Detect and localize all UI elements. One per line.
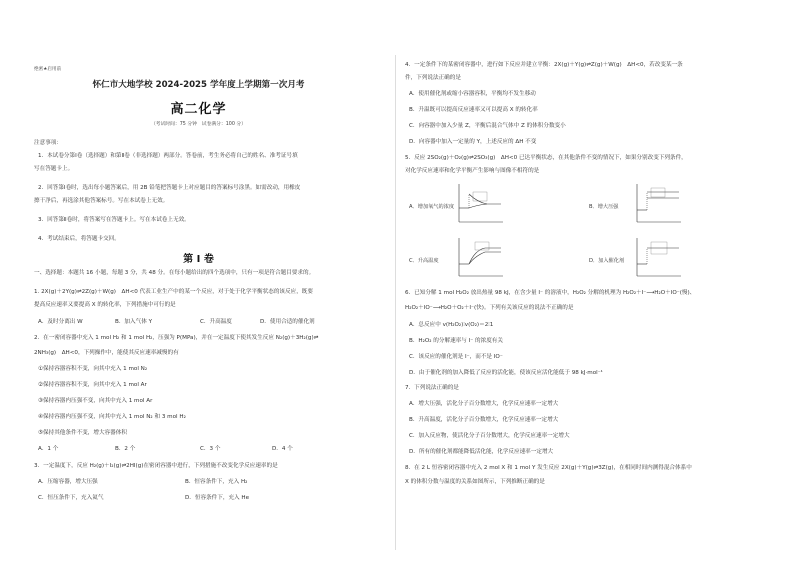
q2-item: ②保持容器容积不变，向其中充入 1 mol Ar (38, 382, 147, 388)
q6-option-d: D．由于催化剂的加入降低了反应的活化能，使该反应活化能低于 98 kJ·mol⁻¹ (409, 370, 603, 376)
graph-d (633, 236, 683, 280)
q6-stem: H₂O₂＋IO⁻⟶H₂O＋O₂＋I⁻(快)。下列有关该反应的说法不正确的是 (405, 305, 574, 311)
column-divider (395, 55, 396, 550)
q5-stem: 对化学反应速率和化学平衡产生影响与图像不相符的是 (405, 168, 540, 174)
school-title: 怀仁市大地学校 2024-2025 学年度上学期第一次月考 (92, 80, 305, 90)
q6-option-b: B．H₂O₂ 的分解速率与 I⁻ 的浓度有关 (409, 338, 503, 344)
note-line: 写在答题卡上。 (34, 166, 74, 172)
q6-option-a: A．总反应中 v(H₂O₂)∶v(O₂)＝2∶1 (409, 322, 494, 328)
q7-stem: 7．下列说法正确的是 (405, 385, 459, 391)
q5-option-d: D．加入催化剂 (589, 258, 625, 264)
q2-option-c: C．3 个 (200, 446, 221, 452)
note-line: 1．本试卷分第Ⅰ卷（选择题）和第Ⅱ卷（非选择题）两部分。答卷前，考生务必将自己的姓名、准考证号填 (38, 153, 298, 159)
q4-option-a: A．使用催化剂或缩小容器容积，平衡均不发生移动 (409, 91, 536, 97)
graph-legend-box (473, 192, 487, 201)
graph-curve (469, 248, 501, 264)
q7-option-d: D．所有的催化剂都能降低活化能，化学反应速率一定增大 (409, 449, 554, 455)
q2-option-d: D．4 个 (272, 446, 293, 452)
q1-option-c: C．升高温度 (200, 319, 232, 325)
q3-stem: 3．一定温度下，反应 H₂(g)＋I₂(g)⇌2HI(g)在密闭容器中进行，下列措施不改变化学反应速率的是 (34, 463, 278, 469)
note-line: 2．回答第Ⅰ卷时，选出每小题答案后，用 2B 铅笔把答题卡上对应题目的答案标号涂黑。如需改动，用橡皮 (38, 185, 301, 191)
q6-option-c: C．该反应的催化剂是 I⁻，而不是 IO⁻ (409, 354, 503, 360)
graph-b (633, 182, 683, 226)
note-line: 擦干净后，再选涂其他答案标号。写在本试卷上无效。 (34, 198, 169, 204)
q2-item: ③保持容器内压强不变，向其中充入 1 mol Ar (38, 398, 153, 404)
exam-info: （考试时间：75 分钟 试卷满分：100 分） (150, 122, 247, 127)
note-line: 4．考试结束后，将答题卡交回。 (38, 236, 120, 242)
q3-option-c: C．恒压条件下，充入氦气 (38, 495, 104, 501)
graph-a (455, 182, 505, 226)
q5-option-a: A．增加氧气的浓度 (409, 204, 455, 210)
q4-stem: 4．一定条件下的某密闭容器中，进行如下反应并建立平衡：2X(g)＋Y(g)⇌Z(g)＋W(g) ΔH<0，若改变某一条 (405, 62, 683, 68)
note-line: 3．回答第Ⅱ卷时，将答案写在答题卡上。写在本试卷上无效。 (38, 217, 190, 223)
q1-option-b: B．加入气体 Y (115, 319, 153, 325)
graph-b-svg (633, 182, 683, 226)
q3-option-b: B．恒容条件下，充入 H₂ (185, 479, 248, 485)
q1-option-a: A．及时分离出 W (38, 319, 83, 325)
q1-stem: 提高反应速率又要提高 X 的转化率，下列措施中可行的是 (34, 302, 176, 308)
graph-c-svg (455, 236, 505, 280)
q7-option-b: B．升高温度，活化分子百分数增大，化学反应速率一定增大 (409, 417, 559, 423)
q7-option-a: A．增大压强，活化分子百分数增大，化学反应速率一定增大 (409, 401, 559, 407)
q2-option-a: A．1 个 (38, 446, 59, 452)
graph-curve (469, 204, 487, 208)
q8-stem: X 的体积分数与温度的关系如图所示，下列推断正确的是 (405, 479, 545, 485)
q2-item: ①保持容器容积不变，向其中充入 1 mol N₂ (38, 366, 148, 372)
q8-stem: 8．在 2 L 恒容密闭容器中充入 2 mol X 和 1 mol Y 发生反应 2X(g)＋Y(g)⇌3Z(g)，在相同时间内测得混合体系中 (405, 465, 692, 471)
q5-option-b: B．增大压强 (589, 204, 619, 210)
q2-item: ⑤保持其他条件不变，增大容器体积 (38, 430, 127, 436)
q2-stem: 2．在一密闭容器中充入 1 mol H₂ 和 1 mol H₂，压强为 P(MPa)，并在一定温度下使其发生反应 N₂(g)＋3H₂(g)⇌ (34, 335, 319, 341)
graph-a-svg (455, 182, 505, 226)
q1-option-d: D．使用合适的催化剂 (260, 319, 315, 325)
q4-option-b: B．升温既可以提高反应速率又可以提高 X 的转化率 (409, 107, 538, 113)
subject-title: 高二化学 (170, 102, 227, 117)
q3-option-d: D．恒容条件下，充入 He (185, 495, 250, 501)
graph-curve (469, 194, 501, 204)
notes-title: 注意事项： (34, 140, 62, 146)
graph-legend-box (651, 188, 665, 197)
volume-title: 第 Ⅰ 卷 (183, 254, 214, 265)
graph-curve (469, 252, 501, 264)
section-intro: 一、选择题：本题共 16 小题，每题 3 分，共 48 分。在每小题给出的四个选项中，只有一项是符合题目要求的。 (34, 270, 315, 276)
graph-c (455, 236, 505, 280)
q5-option-c: C．升高温度 (409, 258, 439, 264)
q6-stem: 6．已知分解 1 mol H₂O₂ 放出热量 98 kJ，在含少量 I⁻ 的溶液中，H₂O₂ 分解的机理为 H₂O₂＋I⁻⟶H₂O＋IO⁻(慢)、 (405, 290, 696, 296)
graph-d-svg (633, 236, 683, 280)
q3-option-a: A．压缩容器，增大压强 (38, 479, 98, 485)
q2-option-b: B．2 个 (115, 446, 136, 452)
secret-mark: 绝密★启用前 (34, 67, 62, 72)
q2-item: ④保持容器内压强不变，向其中充入 1 mol N₂ 和 3 mol H₂ (38, 414, 186, 420)
q4-option-d: D．向容器中加入一定量的 Y，上述反应的 ΔH 不变 (409, 139, 537, 145)
q2-stem: 2NH₃(g) ΔH<0，下列操作中，能使其反应速率减慢的有 (34, 350, 179, 356)
q1-stem: 1. 2X(g)＋2Y(g)⇌2Z(g)＋W(g) ΔH<0 代表工业生产中的某一个反应，对于处于化学平衡状态的该反应，既要 (34, 289, 313, 295)
q7-option-c: C．加入反应物，使活化分子百分数增大，化学反应速率一定增大 (409, 433, 570, 439)
q5-stem: 5．反应 2SO₂(g)＋O₂(g)⇌2SO₃(g) ΔH<0 已达平衡状态，在其他条件不变的情况下，如果分别改变下列条件， (405, 155, 687, 161)
q4-option-c: C．向容器中加入少量 Z，平衡后混合气体中 Z 的体积分数变小 (409, 123, 566, 129)
q4-stem: 件，下列说法正确的是 (405, 75, 461, 81)
